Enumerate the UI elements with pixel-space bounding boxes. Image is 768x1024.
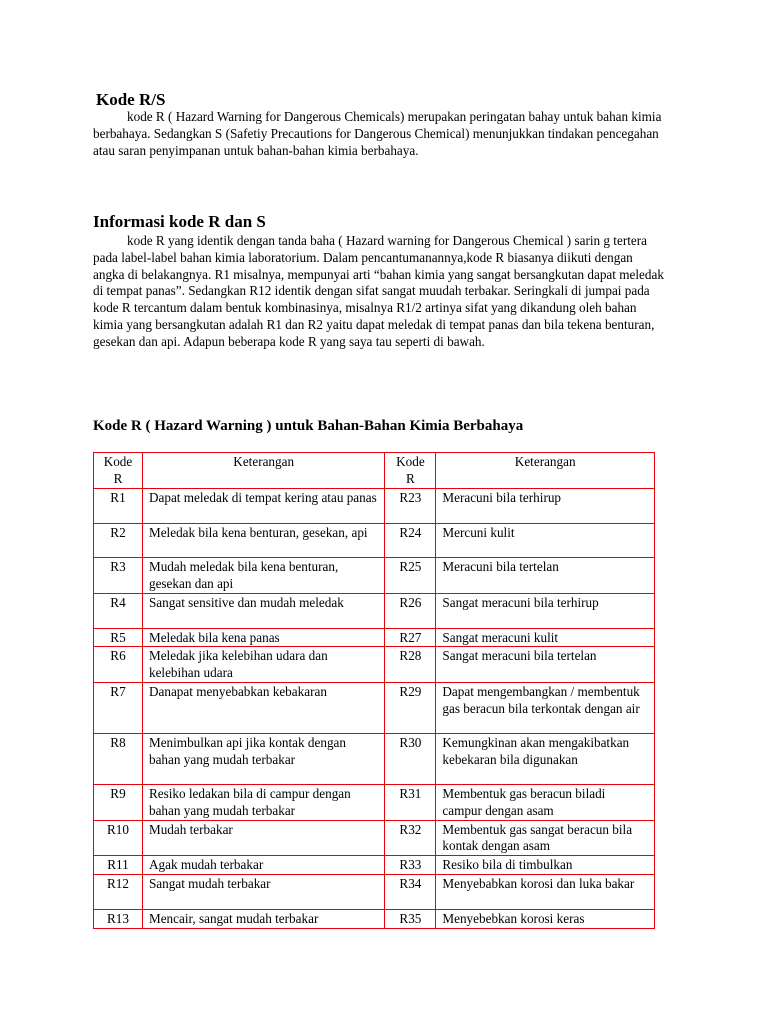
row-description-right: Resiko bila di timbulkan xyxy=(436,856,655,875)
row-code-right: R26 xyxy=(385,593,436,628)
table-row xyxy=(94,874,655,909)
row-description-left: Resiko ledakan bila di campur dengan bahan yang mudah terbakar xyxy=(142,784,384,820)
table-row xyxy=(94,733,655,784)
row-code-left: R7 xyxy=(94,682,143,733)
row-description-right: Menyebabkan korosi dan luka bakar xyxy=(436,874,655,909)
table-row xyxy=(94,647,655,683)
row-code-left: R5 xyxy=(94,628,143,647)
table-row xyxy=(94,489,655,524)
row-code-right: R30 xyxy=(385,733,436,784)
row-code-left: R9 xyxy=(94,784,143,820)
header-kode-r-left: Kode R xyxy=(94,453,143,489)
table-row xyxy=(94,909,655,928)
row-code-left: R4 xyxy=(94,593,143,628)
row-description-right: Meracuni bila tertelan xyxy=(436,558,655,594)
header-keterangan-right: Keterangan xyxy=(436,453,655,489)
table-row xyxy=(94,682,655,733)
table-row xyxy=(94,820,655,856)
row-description-left: Menimbulkan api jika kontak dengan bahan yang mudah terbakar xyxy=(142,733,384,784)
table-row xyxy=(94,784,655,820)
header-keterangan-left: Keterangan xyxy=(142,453,384,489)
row-description-left: Meledak jika kelebihan udara dan kelebihan udara xyxy=(142,647,384,683)
row-description-left: Mudah terbakar xyxy=(142,820,384,856)
row-code-right: R32 xyxy=(385,820,436,856)
row-description-left: Agak mudah terbakar xyxy=(142,856,384,875)
row-code-left: R3 xyxy=(94,558,143,594)
row-code-left: R12 xyxy=(94,874,143,909)
row-code-left: R8 xyxy=(94,733,143,784)
table-row xyxy=(94,856,655,875)
row-description-left: Sangat sensitive dan mudah meledak xyxy=(142,593,384,628)
row-description-left: Mudah meledak bila kena benturan, gesekan dan api xyxy=(142,558,384,594)
row-code-left: R1 xyxy=(94,489,143,524)
row-code-right: R34 xyxy=(385,874,436,909)
table-row xyxy=(94,524,655,558)
section-title-kode-rs: Kode R/S xyxy=(96,90,166,109)
row-code-right: R33 xyxy=(385,856,436,875)
row-code-right: R25 xyxy=(385,558,436,594)
row-description-right: Sangat meracuni bila terhirup xyxy=(436,593,655,628)
row-code-right: R27 xyxy=(385,628,436,647)
table-row xyxy=(94,558,655,594)
row-description-right: Sangat meracuni bila tertelan xyxy=(436,647,655,683)
row-description-right: Membentuk gas beracun biladi campur dengan asam xyxy=(436,784,655,820)
row-code-right: R24 xyxy=(385,524,436,558)
row-description-right: Dapat mengembangkan / membentuk gas beracun bila terkontak dengan air xyxy=(436,682,655,733)
row-code-right: R23 xyxy=(385,489,436,524)
row-code-left: R6 xyxy=(94,647,143,683)
section-title-informasi: Informasi kode R dan S xyxy=(93,212,266,231)
row-code-right: R29 xyxy=(385,682,436,733)
row-description-right: Membentuk gas sangat beracun bila kontak dengan asam xyxy=(436,820,655,856)
row-code-left: R13 xyxy=(94,909,143,928)
table-row xyxy=(94,593,655,628)
row-description-left: Danapat menyebabkan kebakaran xyxy=(142,682,384,733)
row-description-left: Meledak bila kena benturan, gesekan, api xyxy=(142,524,384,558)
hazard-code-table xyxy=(93,452,655,929)
row-code-right: R28 xyxy=(385,647,436,683)
table-title: Kode R ( Hazard Warning ) untuk Bahan-Bahan Kimia Berbahaya xyxy=(93,418,524,434)
row-description-left: Meledak bila kena panas xyxy=(142,628,384,647)
intro-paragraph: kode R ( Hazard Warning for Dangerous Chemicals) merupakan peringatan bahay untuk bahan kimia berbahaya. Sedangkan S (Safetiy Precautions for Dangerous Chemical) menunjukkan tindakan pencegahan atau saran penyimpanan untuk bahan-bahan kimia berbahaya. xyxy=(93,109,662,158)
header-kode-r-right: Kode R xyxy=(385,453,436,489)
table-header-row xyxy=(94,453,655,489)
row-description-right: Menyebebkan korosi keras xyxy=(436,909,655,928)
row-code-right: R35 xyxy=(385,909,436,928)
row-description-right: Kemungkinan akan mengakibatkan kebekaran bila digunakan xyxy=(436,733,655,784)
row-code-right: R31 xyxy=(385,784,436,820)
row-description-right: Mercuni kulit xyxy=(436,524,655,558)
row-description-left: Sangat mudah terbakar xyxy=(142,874,384,909)
row-code-left: R10 xyxy=(94,820,143,856)
informasi-paragraph: kode R yang identik dengan tanda baha ( Hazard warning for Dangerous Chemical ) sarin g tertera pada label-label bahan kimia laboratorium. Dalam pencantumanannya,kode R biasanya diikuti dengan angka di belakangnya. R1 misalnya, mempunyai arti “bahan kimia yang sangat bersangkutan dapat meledak di tempat panas”. Sedangkan R12 identik dengan sifat sangat muudah terbakar. Seringkali di jumpai pada kode R tercantum dalam bentuk kombinasinya, misalnya R1/2 artinya sifat yang dikandung oleh bahan kimia yang bersangkutan adalah R1 dan R2 yaitu dapat meledak di tempat panas dan bila tekena benturan, gesekan dan api. Adapun beberapa kode R yang saya tau seperti di bawah. xyxy=(93,233,664,349)
row-code-left: R11 xyxy=(94,856,143,875)
row-description-right: Sangat meracuni kulit xyxy=(436,628,655,647)
row-description-left: Dapat meledak di tempat kering atau panas xyxy=(142,489,384,524)
table-row xyxy=(94,628,655,647)
row-code-left: R2 xyxy=(94,524,143,558)
row-description-left: Mencair, sangat mudah terbakar xyxy=(142,909,384,928)
row-description-right: Meracuni bila terhirup xyxy=(436,489,655,524)
